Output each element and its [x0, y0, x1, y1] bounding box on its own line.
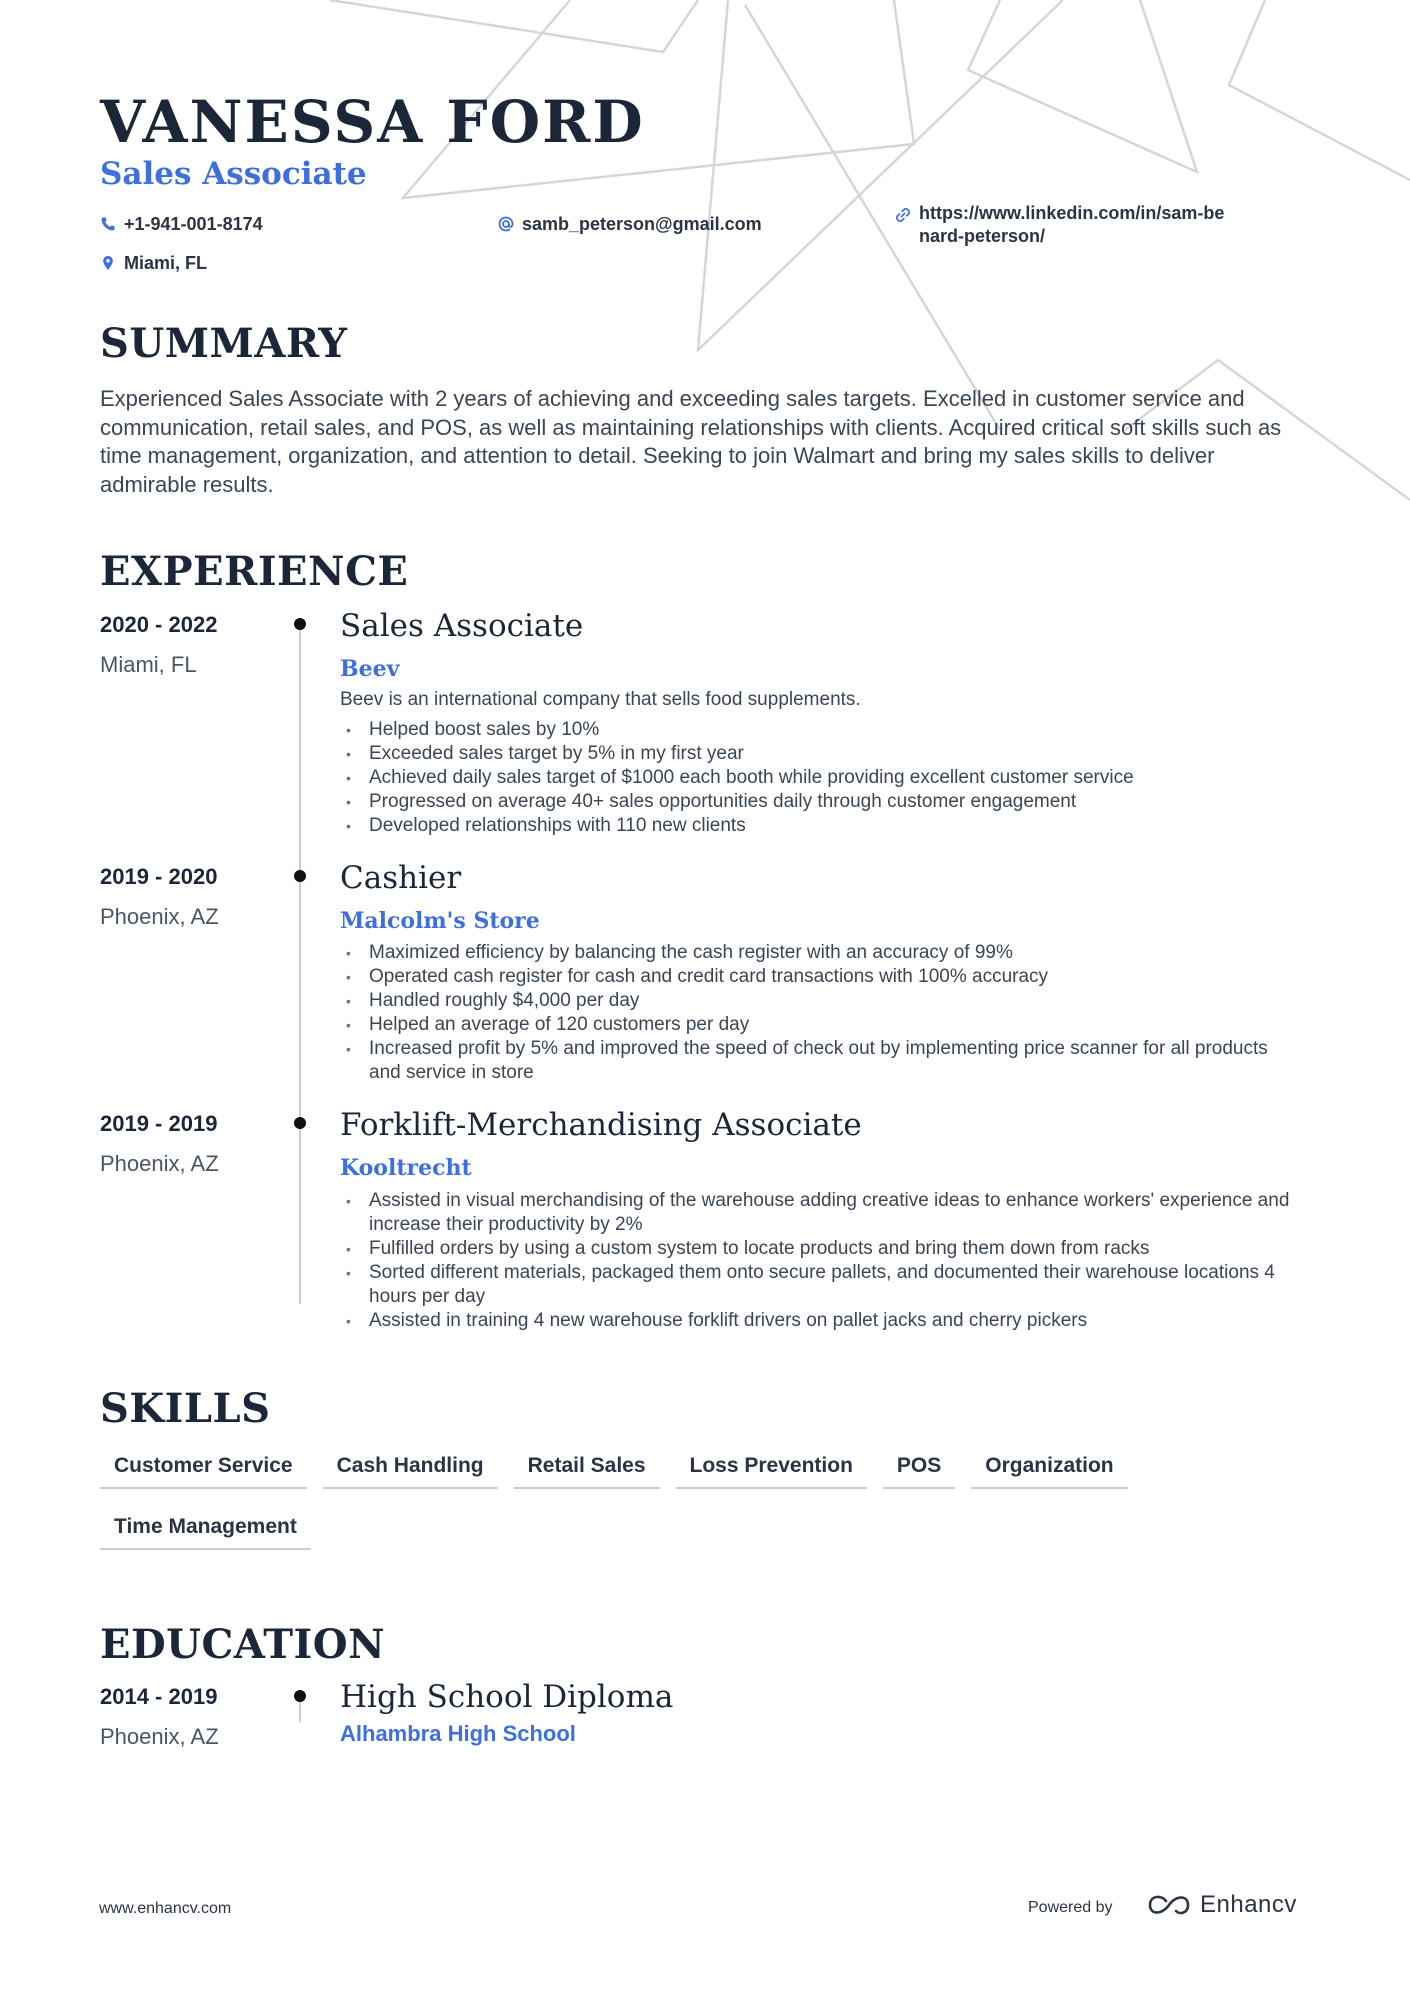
entry-dates: 2019 - 2019 — [100, 1111, 218, 1136]
entry-location: Miami, FL — [100, 652, 197, 677]
contact-linkedin[interactable] — [895, 202, 1235, 248]
timeline-dot — [294, 618, 306, 630]
bullet-item: • Developed relationships with 110 new clients — [340, 814, 1300, 838]
experience-heading: EXPERIENCE — [100, 548, 409, 595]
entry-title: Forklift-Merchandising Associate — [340, 1107, 862, 1143]
bullet-item: • Sorted different materials, packaged them onto secure pallets, and documented their warehouse locations 4 hours per day — [340, 1261, 1300, 1309]
footer-website[interactable]: www.enhancv.com — [99, 1900, 232, 1917]
entry-bullets — [340, 718, 1300, 838]
bullet-item: • Operated cash register for cash and credit card transactions with 100% accuracy — [340, 965, 1300, 989]
skill-tag: Retail Sales — [514, 1450, 660, 1489]
entry-location: Phoenix, AZ — [100, 904, 219, 929]
education-school: Alhambra High School — [340, 1721, 576, 1746]
contact-email[interactable] — [498, 214, 762, 235]
contact-phone[interactable] — [100, 214, 263, 235]
education-degree: High School Diploma — [340, 1679, 674, 1715]
brand-name: Enhancv — [1200, 1891, 1297, 1918]
bullet-item: • Achieved daily sales target of $1000 each booth while providing excellent customer service — [340, 766, 1300, 790]
skill-tag: Time Management — [100, 1511, 311, 1550]
contact-location — [100, 253, 207, 274]
phone-text: +1-941-001-8174 — [124, 214, 263, 234]
entry-company: Malcolm's Store — [340, 908, 540, 934]
education-heading: EDUCATION — [100, 1621, 386, 1668]
bullet-item: • Increased profit by 5% and improved the speed of check out by implementing price scanner for all products and service in store — [340, 1037, 1300, 1085]
footer-powered-by: Powered by — [1028, 1899, 1113, 1916]
bullet-item: • Assisted in visual merchandising of the warehouse adding creative ideas to enhance workers' experience and increase their productivity by 2% — [340, 1189, 1300, 1237]
entry-description: Beev is an international company that sells food supplements. — [340, 689, 861, 710]
skills-heading: SKILLS — [100, 1385, 271, 1432]
skill-tag: POS — [883, 1450, 955, 1489]
map-pin-icon — [100, 255, 116, 271]
entry-title: Cashier — [340, 860, 462, 896]
at-icon — [498, 216, 514, 232]
entry-bullets — [340, 941, 1300, 1085]
skill-tag: Customer Service — [100, 1450, 307, 1489]
timeline-dot — [294, 1690, 306, 1702]
infinity-logo-icon — [1146, 1893, 1192, 1917]
experience-timeline-line — [299, 622, 301, 1304]
bullet-item: • Exceeded sales target by 5% in my first year — [340, 742, 1300, 766]
skill-tag: Organization — [971, 1450, 1127, 1489]
email-text: samb_peterson@gmail.com — [522, 214, 762, 234]
skill-tag: Loss Prevention — [676, 1450, 867, 1489]
entry-bullets — [340, 1189, 1300, 1333]
entry-dates: 2020 - 2022 — [100, 612, 218, 637]
bullet-item: • Maximized efficiency by balancing the cash register with an accuracy of 99% — [340, 941, 1300, 965]
bullet-item: • Fulfilled orders by using a custom system to locate products and bring them down from racks — [340, 1237, 1300, 1261]
bullet-item: • Helped boost sales by 10% — [340, 718, 1300, 742]
entry-title: Sales Associate — [340, 608, 584, 644]
summary-text: Experienced Sales Associate with 2 years of achieving and exceeding sales targets. Excelled in customer service and communication, retail sales, and POS, as well as maintaining relationships with clients. Acquired critical soft skills such as time management, organization, and attention to detail. Seeking to join Walmart and bring my sales skills to deliver admirable results. — [100, 386, 1282, 497]
entry-location: Phoenix, AZ — [100, 1151, 219, 1176]
education-dates: 2014 - 2019 — [100, 1684, 218, 1709]
summary-heading: SUMMARY — [100, 320, 348, 367]
entry-dates: 2019 - 2020 — [100, 864, 218, 889]
bullet-item: • Helped an average of 120 customers per day — [340, 1013, 1300, 1037]
candidate-name: VANESSA FORD — [100, 88, 645, 156]
location-text: Miami, FL — [124, 253, 208, 273]
timeline-dot — [294, 870, 306, 882]
skills-list — [100, 1450, 1300, 1550]
entry-company: Beev — [340, 656, 400, 682]
enhancv-logo[interactable] — [1146, 1891, 1297, 1919]
timeline-dot — [294, 1117, 306, 1129]
entry-company: Kooltrecht — [340, 1155, 472, 1181]
bullet-item: • Assisted in training 4 new warehouse forklift drivers on pallet jacks and cherry pickers — [340, 1309, 1300, 1333]
link-icon — [895, 207, 911, 223]
skill-tag: Cash Handling — [323, 1450, 498, 1489]
phone-icon — [100, 216, 116, 232]
bullet-item: • Handled roughly $4,000 per day — [340, 989, 1300, 1013]
linkedin-text: https://www.linkedin.com/in/sam-benard-peterson/ — [919, 203, 1225, 246]
bullet-item: • Progressed on average 40+ sales opportunities daily through customer engagement — [340, 790, 1300, 814]
education-location: Phoenix, AZ — [100, 1724, 219, 1749]
candidate-role: Sales Associate — [100, 156, 367, 192]
